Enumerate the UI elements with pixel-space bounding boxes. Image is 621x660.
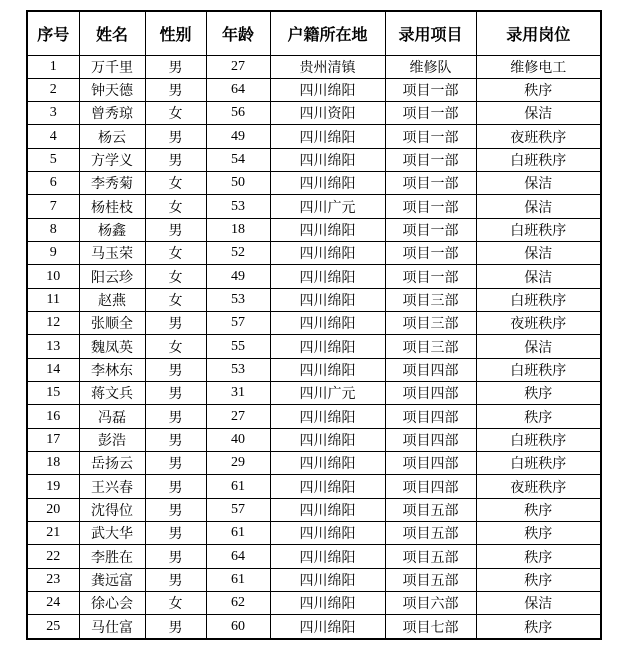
table-cell: 15 xyxy=(27,382,79,405)
table-cell: 18 xyxy=(206,218,270,241)
table-cell: 保洁 xyxy=(476,335,601,358)
table-cell: 保洁 xyxy=(476,265,601,288)
table-cell: 贵州清镇 xyxy=(270,55,385,78)
table-cell: 9 xyxy=(27,242,79,265)
table-cell: 夜班秩序 xyxy=(476,312,601,335)
table-cell: 项目五部 xyxy=(385,545,476,568)
table-cell: 四川绵阳 xyxy=(270,288,385,311)
table-cell: 保洁 xyxy=(476,195,601,218)
table-cell: 49 xyxy=(206,125,270,148)
table-cell: 64 xyxy=(206,545,270,568)
table-cell: 方学义 xyxy=(79,148,145,171)
table-cell: 保洁 xyxy=(476,102,601,125)
table-cell: 男 xyxy=(145,522,206,545)
table-cell: 项目一部 xyxy=(385,218,476,241)
table-cell: 20 xyxy=(27,498,79,521)
table-cell: 维修队 xyxy=(385,55,476,78)
table-cell: 项目四部 xyxy=(385,475,476,498)
table-cell: 秩序 xyxy=(476,382,601,405)
table-cell: 四川绵阳 xyxy=(270,312,385,335)
table-cell: 男 xyxy=(145,382,206,405)
table-header-row xyxy=(27,11,601,55)
table-cell: 张顺全 xyxy=(79,312,145,335)
table-cell: 秩序 xyxy=(476,615,601,639)
table-row xyxy=(27,382,601,405)
table-cell: 项目三部 xyxy=(385,312,476,335)
table-row xyxy=(27,405,601,428)
table-cell: 岳扬云 xyxy=(79,452,145,475)
table-cell: 项目一部 xyxy=(385,148,476,171)
table-cell: 18 xyxy=(27,452,79,475)
column-header-gender: 性别 xyxy=(145,11,206,55)
table-cell: 男 xyxy=(145,78,206,101)
table-cell: 夜班秩序 xyxy=(476,475,601,498)
table-cell: 27 xyxy=(206,405,270,428)
table-cell: 四川绵阳 xyxy=(270,545,385,568)
table-cell: 项目一部 xyxy=(385,125,476,148)
table-cell: 55 xyxy=(206,335,270,358)
table-cell: 四川绵阳 xyxy=(270,452,385,475)
table-cell: 四川绵阳 xyxy=(270,172,385,195)
table-cell: 49 xyxy=(206,265,270,288)
table-cell: 23 xyxy=(27,568,79,591)
table-cell: 沈得位 xyxy=(79,498,145,521)
table-row xyxy=(27,568,601,591)
table-row xyxy=(27,522,601,545)
table-row xyxy=(27,242,601,265)
table-cell: 27 xyxy=(206,55,270,78)
table-cell: 男 xyxy=(145,55,206,78)
table-cell: 项目一部 xyxy=(385,78,476,101)
table-row xyxy=(27,148,601,171)
table-row xyxy=(27,172,601,195)
table-cell: 19 xyxy=(27,475,79,498)
table-cell: 1 xyxy=(27,55,79,78)
table-row xyxy=(27,475,601,498)
table-cell: 3 xyxy=(27,102,79,125)
table-cell: 项目一部 xyxy=(385,102,476,125)
table-cell: 李秀菊 xyxy=(79,172,145,195)
table-cell: 白班秩序 xyxy=(476,148,601,171)
table-cell: 女 xyxy=(145,102,206,125)
table-cell: 马仕富 xyxy=(79,615,145,639)
table-cell: 22 xyxy=(27,545,79,568)
table-cell: 四川绵阳 xyxy=(270,615,385,639)
table-cell: 阳云珍 xyxy=(79,265,145,288)
table-cell: 项目五部 xyxy=(385,498,476,521)
table-cell: 50 xyxy=(206,172,270,195)
table-cell: 四川绵阳 xyxy=(270,78,385,101)
table-cell: 5 xyxy=(27,148,79,171)
table-cell: 14 xyxy=(27,358,79,381)
table-row xyxy=(27,125,601,148)
table-cell: 女 xyxy=(145,265,206,288)
table-cell: 男 xyxy=(145,452,206,475)
table-cell: 57 xyxy=(206,312,270,335)
table-cell: 男 xyxy=(145,545,206,568)
table-cell: 女 xyxy=(145,288,206,311)
table-cell: 61 xyxy=(206,475,270,498)
table-cell: 秩序 xyxy=(476,545,601,568)
table-cell: 女 xyxy=(145,592,206,615)
table-cell: 6 xyxy=(27,172,79,195)
table-cell: 四川绵阳 xyxy=(270,148,385,171)
table-cell: 57 xyxy=(206,498,270,521)
table-cell: 赵燕 xyxy=(79,288,145,311)
table-cell: 王兴春 xyxy=(79,475,145,498)
table-cell: 项目一部 xyxy=(385,265,476,288)
table-cell: 男 xyxy=(145,358,206,381)
table-cell: 女 xyxy=(145,195,206,218)
table-cell: 夜班秩序 xyxy=(476,125,601,148)
table-cell: 男 xyxy=(145,615,206,639)
table-cell: 8 xyxy=(27,218,79,241)
table-cell: 11 xyxy=(27,288,79,311)
column-header-hometown: 户籍所在地 xyxy=(270,11,385,55)
table-cell: 四川绵阳 xyxy=(270,405,385,428)
table-cell: 马玉荣 xyxy=(79,242,145,265)
table-row xyxy=(27,615,601,639)
table-cell: 四川资阳 xyxy=(270,102,385,125)
table-cell: 男 xyxy=(145,498,206,521)
table-cell: 项目四部 xyxy=(385,452,476,475)
table-cell: 项目四部 xyxy=(385,358,476,381)
table-row xyxy=(27,545,601,568)
table-cell: 56 xyxy=(206,102,270,125)
table-cell: 64 xyxy=(206,78,270,101)
table-cell: 白班秩序 xyxy=(476,358,601,381)
table-cell: 项目五部 xyxy=(385,522,476,545)
table-cell: 52 xyxy=(206,242,270,265)
table-cell: 4 xyxy=(27,125,79,148)
table-cell: 12 xyxy=(27,312,79,335)
table-cell: 四川绵阳 xyxy=(270,242,385,265)
table-cell: 男 xyxy=(145,405,206,428)
table-cell: 魏凤英 xyxy=(79,335,145,358)
table-cell: 男 xyxy=(145,312,206,335)
table-cell: 17 xyxy=(27,428,79,451)
recruitment-table xyxy=(26,10,602,640)
table-cell: 54 xyxy=(206,148,270,171)
table-cell: 40 xyxy=(206,428,270,451)
table-cell: 李胜在 xyxy=(79,545,145,568)
table-cell: 四川绵阳 xyxy=(270,475,385,498)
table-cell: 四川绵阳 xyxy=(270,592,385,615)
table-cell: 四川绵阳 xyxy=(270,428,385,451)
table-cell: 项目四部 xyxy=(385,405,476,428)
table-cell: 保洁 xyxy=(476,172,601,195)
table-cell: 项目四部 xyxy=(385,382,476,405)
table-cell: 李林东 xyxy=(79,358,145,381)
table-body xyxy=(27,55,601,639)
table-cell: 万千里 xyxy=(79,55,145,78)
table-cell: 男 xyxy=(145,568,206,591)
table-row xyxy=(27,358,601,381)
table-row xyxy=(27,218,601,241)
table-cell: 杨桂枝 xyxy=(79,195,145,218)
table-cell: 钟天德 xyxy=(79,78,145,101)
table-cell: 21 xyxy=(27,522,79,545)
table-cell: 男 xyxy=(145,148,206,171)
table-cell: 四川绵阳 xyxy=(270,125,385,148)
table-cell: 杨鑫 xyxy=(79,218,145,241)
table-cell: 男 xyxy=(145,475,206,498)
table-cell: 男 xyxy=(145,428,206,451)
table-cell: 62 xyxy=(206,592,270,615)
table-row xyxy=(27,102,601,125)
table-cell: 项目四部 xyxy=(385,428,476,451)
table-cell: 13 xyxy=(27,335,79,358)
table-cell: 项目一部 xyxy=(385,172,476,195)
table-cell: 61 xyxy=(206,568,270,591)
table-cell: 秩序 xyxy=(476,498,601,521)
table-cell: 10 xyxy=(27,265,79,288)
table-cell: 秩序 xyxy=(476,568,601,591)
table-cell: 白班秩序 xyxy=(476,218,601,241)
table-cell: 项目三部 xyxy=(385,288,476,311)
table-cell: 53 xyxy=(206,288,270,311)
table-row xyxy=(27,312,601,335)
table-cell: 白班秩序 xyxy=(476,428,601,451)
table-cell: 保洁 xyxy=(476,592,601,615)
table-cell: 杨云 xyxy=(79,125,145,148)
table-row xyxy=(27,265,601,288)
table-cell: 四川广元 xyxy=(270,382,385,405)
table-cell: 白班秩序 xyxy=(476,452,601,475)
table-cell: 53 xyxy=(206,195,270,218)
table-cell: 男 xyxy=(145,125,206,148)
table-cell: 53 xyxy=(206,358,270,381)
table-cell: 男 xyxy=(145,218,206,241)
table-row xyxy=(27,335,601,358)
table-cell: 四川绵阳 xyxy=(270,265,385,288)
table-cell: 项目一部 xyxy=(385,242,476,265)
table-cell: 武大华 xyxy=(79,522,145,545)
table-cell: 维修电工 xyxy=(476,55,601,78)
table-row xyxy=(27,452,601,475)
table-cell: 25 xyxy=(27,615,79,639)
table-cell: 60 xyxy=(206,615,270,639)
table-cell: 秩序 xyxy=(476,78,601,101)
table-cell: 女 xyxy=(145,242,206,265)
table-cell: 29 xyxy=(206,452,270,475)
table-cell: 四川绵阳 xyxy=(270,522,385,545)
table-cell: 冯磊 xyxy=(79,405,145,428)
table-row xyxy=(27,78,601,101)
table-cell: 项目六部 xyxy=(385,592,476,615)
table-cell: 蒋文兵 xyxy=(79,382,145,405)
table-cell: 女 xyxy=(145,172,206,195)
table-cell: 四川绵阳 xyxy=(270,218,385,241)
table-cell: 61 xyxy=(206,522,270,545)
table-cell: 徐心会 xyxy=(79,592,145,615)
column-header-index: 序号 xyxy=(27,11,79,55)
table-cell: 四川广元 xyxy=(270,195,385,218)
table-cell: 16 xyxy=(27,405,79,428)
column-header-project: 录用项目 xyxy=(385,11,476,55)
table-cell: 项目一部 xyxy=(385,195,476,218)
table-row xyxy=(27,195,601,218)
table-cell: 2 xyxy=(27,78,79,101)
table-cell: 保洁 xyxy=(476,242,601,265)
table-cell: 项目三部 xyxy=(385,335,476,358)
table-row xyxy=(27,55,601,78)
table-cell: 四川绵阳 xyxy=(270,568,385,591)
column-header-age: 年龄 xyxy=(206,11,270,55)
table-row xyxy=(27,498,601,521)
table-row xyxy=(27,288,601,311)
table-cell: 7 xyxy=(27,195,79,218)
table-cell: 31 xyxy=(206,382,270,405)
table-cell: 四川绵阳 xyxy=(270,498,385,521)
column-header-name: 姓名 xyxy=(79,11,145,55)
table-row xyxy=(27,428,601,451)
table-cell: 女 xyxy=(145,335,206,358)
table-cell: 秩序 xyxy=(476,405,601,428)
table-cell: 项目七部 xyxy=(385,615,476,639)
table-row xyxy=(27,592,601,615)
table-cell: 秩序 xyxy=(476,522,601,545)
table-cell: 曾秀琼 xyxy=(79,102,145,125)
table-cell: 白班秩序 xyxy=(476,288,601,311)
table-cell: 24 xyxy=(27,592,79,615)
table-cell: 项目五部 xyxy=(385,568,476,591)
table-cell: 四川绵阳 xyxy=(270,335,385,358)
table-cell: 四川绵阳 xyxy=(270,358,385,381)
table-cell: 龚远富 xyxy=(79,568,145,591)
column-header-position: 录用岗位 xyxy=(476,11,601,55)
table-cell: 彭浩 xyxy=(79,428,145,451)
